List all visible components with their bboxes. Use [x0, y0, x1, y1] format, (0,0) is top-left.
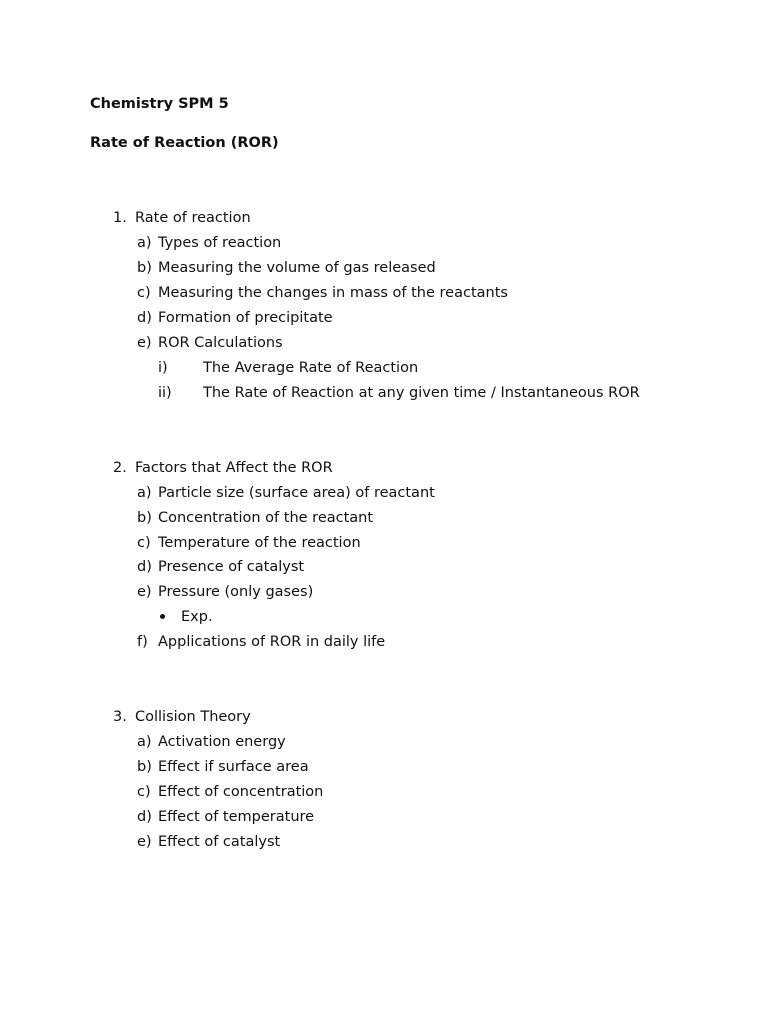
list-item: Particle size (surface area) of reactant — [158, 485, 435, 501]
list-item: Temperature of the reaction — [158, 535, 361, 551]
list-item: Measuring the volume of gas released — [158, 260, 436, 276]
list-marker: e) — [137, 584, 152, 600]
list-marker: b) — [137, 260, 152, 276]
list-item: ROR Calculations — [158, 335, 283, 351]
list-marker: c) — [137, 535, 151, 551]
section-number: 3. — [113, 709, 127, 725]
list-item: Types of reaction — [158, 235, 282, 251]
bullet-item: Exp. — [181, 609, 213, 625]
list-item: Formation of precipitate — [158, 310, 333, 326]
list-item: Effect of concentration — [158, 784, 324, 800]
list-marker: b) — [137, 759, 152, 775]
list-marker: e) — [137, 335, 152, 351]
list-item: Effect of catalyst — [158, 834, 281, 850]
list-marker: b) — [137, 510, 152, 526]
section-title: Rate of reaction — [135, 210, 251, 226]
list-marker: d) — [137, 809, 152, 825]
section-title: Collision Theory — [135, 709, 251, 725]
sublist-item: The Rate of Reaction at any given time / Instantaneous ROR — [203, 385, 640, 401]
section-number: 1. — [113, 210, 127, 226]
list-item: Presence of catalyst — [158, 559, 305, 575]
sublist-item: The Average Rate of Reaction — [203, 360, 419, 376]
list-marker: a) — [137, 235, 152, 251]
list-marker: e) — [137, 834, 152, 850]
list-marker: c) — [137, 784, 151, 800]
list-marker: c) — [137, 285, 151, 301]
sublist-marker: ii) — [158, 385, 172, 401]
list-item: Measuring the changes in mass of the reactants — [158, 285, 508, 301]
list-item: Pressure (only gases) — [158, 584, 314, 600]
list-item: Effect of temperature — [158, 809, 315, 825]
list-item: Effect if surface area — [158, 759, 309, 775]
section-number: 2. — [113, 460, 127, 476]
document-title: Chemistry SPM 5 — [90, 96, 229, 112]
section-title: Factors that Affect the ROR — [135, 460, 333, 476]
document-subtitle: Rate of Reaction (ROR) — [90, 135, 279, 151]
list-marker: d) — [137, 310, 152, 326]
list-item: Applications of ROR in daily life — [158, 634, 386, 650]
list-item: Activation energy — [158, 734, 286, 750]
list-item: Concentration of the reactant — [158, 510, 374, 526]
bullet-icon — [160, 614, 165, 619]
sublist-marker: i) — [158, 360, 168, 376]
list-marker: f) — [137, 634, 148, 650]
list-marker: a) — [137, 734, 152, 750]
list-marker: d) — [137, 559, 152, 575]
list-marker: a) — [137, 485, 152, 501]
